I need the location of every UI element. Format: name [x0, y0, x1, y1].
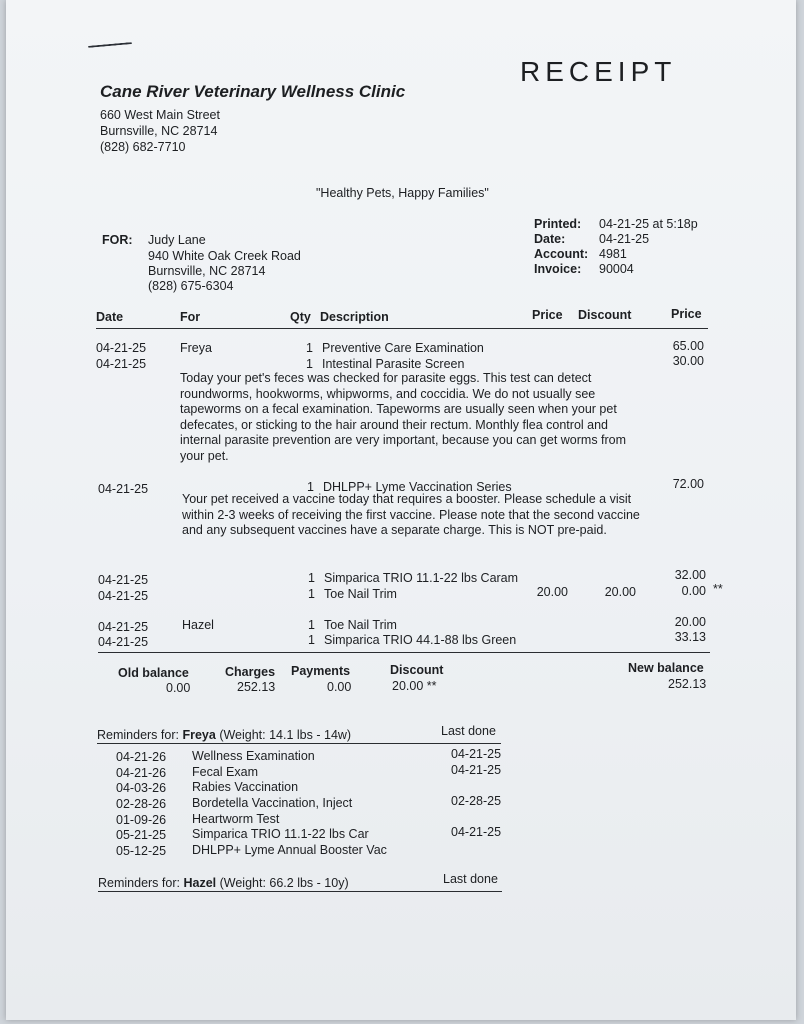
- vaccine-note: Your pet received a vaccine today that requires a booster. Please schedule a visit within 2-3 weeks of receiving the first vaccine. Please note that the second vaccine and any subsequent vaccines have a separate charge. This is NOT pre-paid.: [182, 492, 640, 537]
- item-total: 72.00: [672, 477, 704, 491]
- payments-label: Payments: [291, 664, 351, 678]
- discount-marker: **: [713, 582, 723, 596]
- reminders-weight: (Weight: 14.1 lbs - 14w): [219, 728, 352, 742]
- item-qty: 1: [307, 480, 314, 494]
- customer-name: Judy Lane: [148, 233, 206, 247]
- reminder-due: 02-28-26: [116, 797, 167, 811]
- reminders-pet-name: Freya: [182, 728, 216, 742]
- old-balance-value: 0.00: [166, 681, 191, 695]
- col-discount-header: Discount: [578, 308, 632, 322]
- pen-mark: [88, 42, 132, 48]
- reminder-due: 01-09-26: [116, 813, 167, 827]
- totals-rule: [98, 652, 710, 653]
- item-pet: Hazel: [182, 618, 214, 632]
- item-date: 04-21-25: [96, 357, 147, 371]
- col-price-header: Price: [532, 308, 563, 322]
- reminders-last-done-label: Last done: [441, 724, 496, 738]
- reminder-service: Bordetella Vaccination, Inject: [192, 796, 353, 810]
- reminder-service: Wellness Examination: [192, 749, 315, 763]
- clinic-phone: (828) 682-7710: [100, 140, 186, 154]
- item-description: Toe Nail Trim: [324, 618, 397, 632]
- reminder-service: Rabies Vaccination: [192, 780, 299, 794]
- item-description: DHLPP+ Lyme Vaccination Series: [323, 480, 512, 494]
- col-description-header: Description: [320, 310, 389, 324]
- account-value: 4981: [599, 247, 627, 261]
- reminders-hazel-header: [98, 876, 349, 890]
- reminders-rule: [97, 743, 501, 744]
- item-description: Toe Nail Trim: [324, 587, 397, 601]
- receipt-title: RECEIPT: [520, 56, 677, 87]
- item-total: 32.00: [674, 568, 706, 582]
- item-qty: 1: [308, 587, 315, 601]
- reminder-due: 04-21-26: [116, 766, 167, 780]
- clinic-address-line2: Burnsville, NC 28714: [100, 124, 218, 138]
- account-label: Account:: [534, 247, 589, 261]
- item-date: 04-21-25: [98, 482, 149, 496]
- col-date-header: Date: [96, 310, 124, 324]
- item-discount: 20.00: [604, 585, 636, 599]
- payments-value: 0.00: [327, 680, 352, 694]
- header-rule: [96, 328, 708, 329]
- reminder-last-done: 04-21-25: [451, 825, 502, 839]
- reminders-prefix: Reminders for:: [98, 876, 180, 890]
- reminder-due: 04-21-26: [116, 750, 167, 764]
- item-date: 04-21-25: [98, 573, 149, 587]
- old-balance-label: Old balance: [118, 666, 189, 680]
- date-label: Date:: [534, 232, 566, 246]
- reminder-last-done: 04-21-25: [451, 747, 502, 761]
- item-description: Simparica TRIO 44.1-88 lbs Green: [324, 633, 517, 647]
- item-date: 04-21-25: [98, 589, 149, 603]
- receipt-paper: [6, 0, 796, 1020]
- item-total: 30.00: [672, 354, 704, 368]
- clinic-tagline: "Healthy Pets, Happy Families": [316, 186, 489, 200]
- for-label: FOR:: [102, 233, 133, 247]
- customer-address-line2: Burnsville, NC 28714: [148, 264, 266, 278]
- reminder-last-done: 02-28-25: [451, 794, 502, 808]
- item-qty: 1: [306, 341, 313, 355]
- col-for-header: For: [180, 310, 201, 324]
- customer-phone: (828) 675-6304: [148, 279, 234, 293]
- new-balance-value: 252.13: [668, 677, 707, 691]
- reminder-due: 04-03-26: [116, 781, 167, 795]
- parasite-note: Today your pet's feces was checked for parasite eggs. This test can detect roundworms, hookworms, whipworms, and coccidia. We do not usually see tapeworms on a fecal examination. Tapeworms are usually seen when your pet defecates, or sticking to the hair around their rectum. Monthly flea control and internal parasite prevention are very important, because you can get worms from your pet.: [180, 371, 627, 463]
- charges-value: 252.13: [237, 680, 276, 694]
- new-balance-label: New balance: [628, 661, 704, 675]
- reminders-last-done-label: Last done: [443, 872, 498, 886]
- item-total: 0.00: [681, 584, 706, 598]
- item-price: 20.00: [536, 585, 568, 599]
- reminder-service: Fecal Exam: [192, 765, 258, 779]
- item-qty: 1: [308, 571, 315, 585]
- item-date: 04-21-25: [96, 341, 147, 355]
- item-pet: Freya: [180, 341, 212, 355]
- invoice-label: Invoice:: [534, 262, 582, 276]
- reminder-last-done: 04-21-25: [451, 763, 502, 777]
- item-date: 04-21-25: [98, 635, 149, 649]
- item-qty: 1: [308, 633, 315, 647]
- item-qty: 1: [308, 618, 315, 632]
- item-total: 65.00: [672, 339, 704, 353]
- reminder-due: 05-21-25: [116, 828, 167, 842]
- reminders-freya-header: [97, 728, 351, 742]
- printed-label: Printed:: [534, 217, 582, 231]
- date-value: 04-21-25: [599, 232, 650, 246]
- item-description: Preventive Care Examination: [322, 341, 484, 355]
- reminders-rule: [98, 891, 502, 892]
- col-total-header: Price: [671, 307, 702, 321]
- item-total: 20.00: [674, 615, 706, 629]
- charges-label: Charges: [225, 665, 276, 679]
- reminders-prefix: Reminders for:: [97, 728, 179, 742]
- reminders-weight: (Weight: 66.2 lbs - 10y): [219, 876, 349, 890]
- reminder-service: Heartworm Test: [192, 812, 280, 826]
- customer-address-line1: 940 White Oak Creek Road: [148, 249, 301, 263]
- item-description: Intestinal Parasite Screen: [322, 357, 465, 371]
- item-total: 33.13: [674, 630, 706, 644]
- clinic-name: Cane River Veterinary Wellness Clinic: [100, 82, 406, 101]
- discount-label: Discount: [390, 663, 444, 677]
- reminder-service: Simparica TRIO 11.1-22 lbs Car: [192, 827, 369, 841]
- item-description: Simparica TRIO 11.1-22 lbs Caram: [324, 571, 519, 585]
- discount-value: 20.00 **: [392, 679, 437, 693]
- clinic-address-line1: 660 West Main Street: [100, 108, 220, 122]
- reminder-service: DHLPP+ Lyme Annual Booster Vac: [192, 843, 387, 857]
- item-qty: 1: [306, 357, 313, 371]
- printed-value: 04-21-25 at 5:18p: [599, 217, 698, 231]
- col-qty-header: Qty: [290, 310, 311, 324]
- reminder-due: 05-12-25: [116, 844, 167, 858]
- item-date: 04-21-25: [98, 620, 149, 634]
- invoice-value: 90004: [599, 262, 634, 276]
- reminders-pet-name: Hazel: [183, 876, 217, 890]
